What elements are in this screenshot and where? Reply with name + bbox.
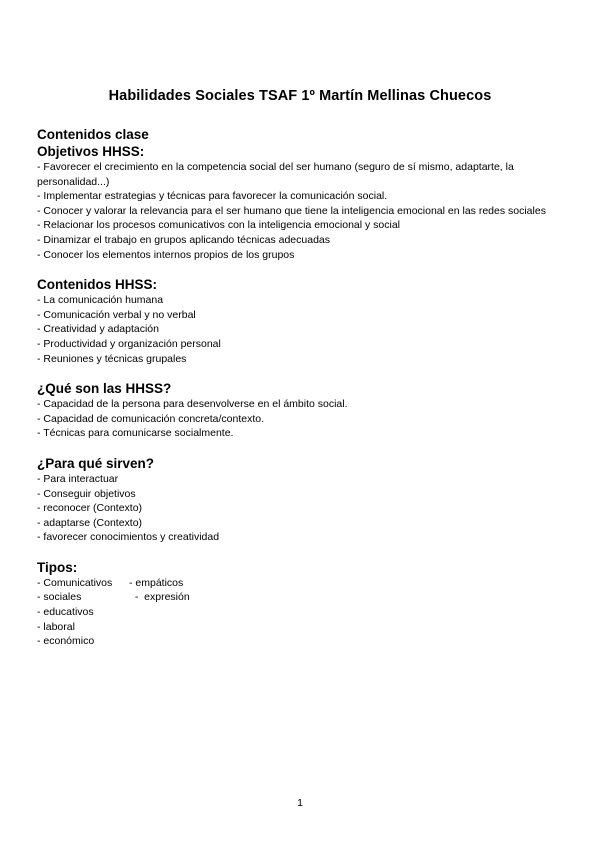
list-item: - adaptarse (Contexto) (37, 516, 143, 529)
tipos-item: - sociales (37, 591, 82, 604)
list-item: - Relacionar los procesos comunicativos con la inteligencia emocional y social (37, 219, 401, 232)
list-item: - Dinamizar el trabajo en grupos aplicando técnicas adecuadas (37, 233, 331, 246)
heading-que-son: ¿Qué son las HHSS? (37, 381, 172, 397)
contenidos-list (37, 293, 557, 366)
list-item: - Capacidad de comunicación concreta/contexto. (37, 412, 265, 425)
list-item: - Implementar estrategias y técnicas para favorecer la comunicación social. (37, 190, 388, 203)
list-item: - Conocer los elementos internos propios de los grupos (37, 248, 295, 261)
list-item: - Conocer y valorar la relevancia para el ser humano que tiene la inteligencia emocional en las redes sociales (37, 204, 546, 217)
heading-objetivos: Objetivos HHSS: (37, 144, 145, 159)
tipos-item: - económico (37, 635, 95, 648)
objetivos-list (37, 160, 557, 262)
list-item: - Capacidad de la persona para desenvolverse en el ámbito social. (37, 398, 348, 411)
tipos-item: - expresión (129, 591, 190, 604)
section-que-son (37, 380, 557, 441)
tipos-item: - laboral (37, 620, 75, 633)
tipos-grid (37, 576, 557, 649)
list-item: - Creatividad y adaptación (37, 323, 159, 336)
document-body (37, 126, 557, 649)
que-son-list (37, 397, 557, 441)
tipos-empty (129, 605, 249, 620)
list-item: - Favorecer el crecimiento en la competencia social del ser humano (seguro de sí mismo, adaptarte, la personalidad...) (37, 161, 514, 188)
list-item: - Técnicas para comunicarse socialmente. (37, 427, 234, 440)
heading-contenidos-hhss: Contenidos HHSS: (37, 277, 157, 293)
tipos-item: - educativos (37, 606, 94, 619)
list-item: - Productividad y organización personal (37, 337, 221, 350)
section-para-que (37, 455, 557, 545)
list-item: - Comunicación verbal y no verbal (37, 308, 196, 321)
list-item: - Conseguir objetivos (37, 487, 136, 500)
heading-contenidos-clase: Contenidos clase (37, 127, 149, 142)
tipos-item: - empáticos (129, 576, 184, 589)
heading-tipos: Tipos: (37, 559, 78, 575)
tipos-empty (129, 620, 249, 635)
list-item: - La comunicación humana (37, 294, 164, 307)
para-que-list (37, 472, 557, 545)
list-item: - Reuniones y técnicas grupales (37, 352, 187, 365)
heading-para-que: ¿Para qué sirven? (37, 455, 155, 471)
section-contenidos (37, 276, 557, 366)
list-item: - favorecer conocimientos y creatividad (37, 531, 220, 544)
document-title: Habilidades Sociales TSAF 1º Martín Mellinas Chuecos (108, 88, 492, 104)
tipos-item: - Comunicativos (37, 576, 113, 589)
tipos-empty (129, 634, 249, 649)
list-item: - Para interactuar (37, 472, 119, 485)
list-item: - reconocer (Contexto) (37, 502, 143, 515)
section-objetivos (37, 126, 557, 262)
section-tipos (37, 559, 557, 649)
page-number: 1 (297, 797, 303, 809)
